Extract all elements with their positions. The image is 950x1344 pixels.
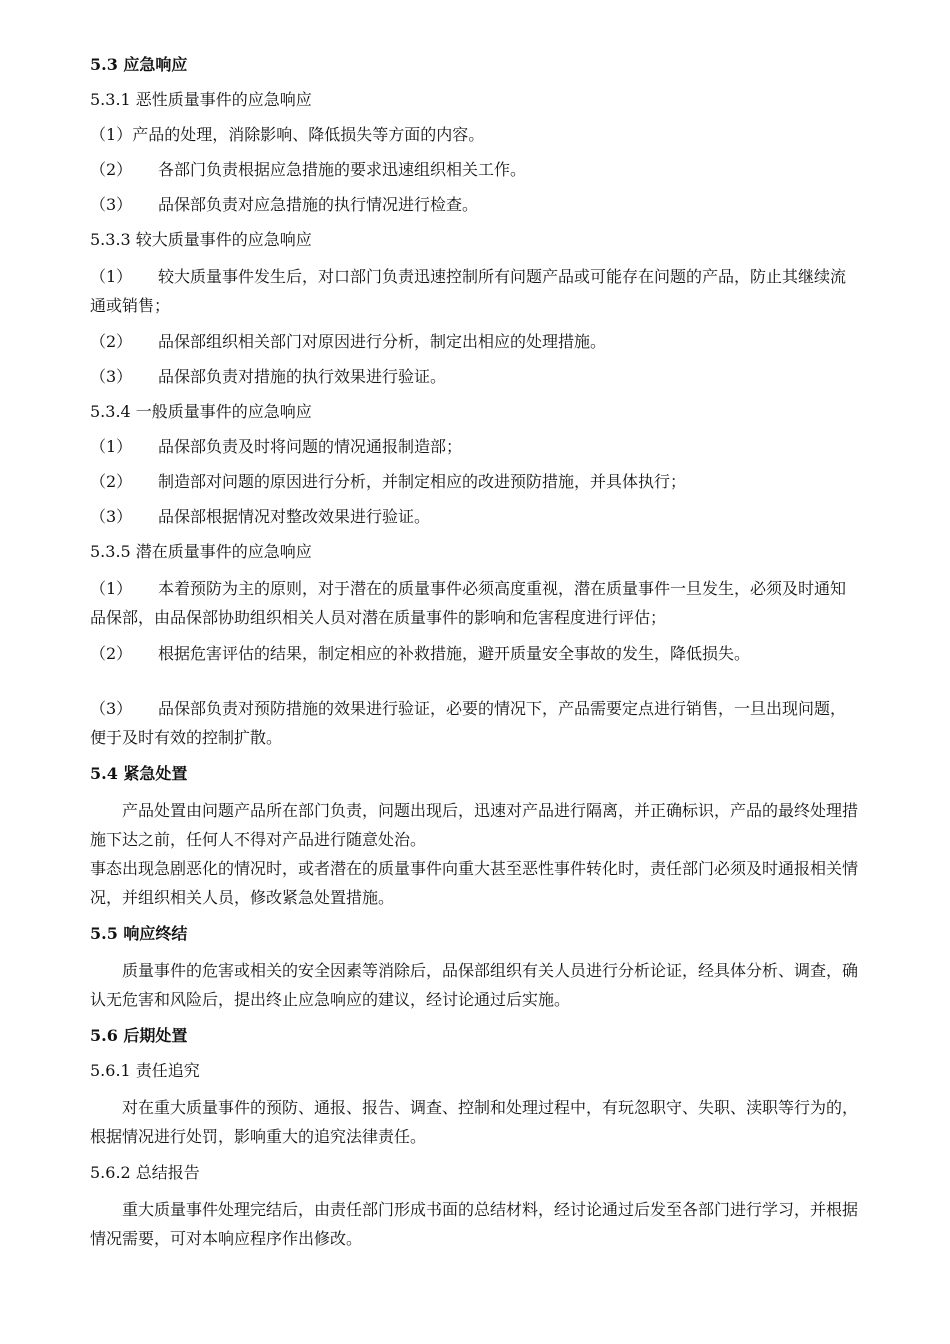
list-item	[90, 574, 860, 632]
item-text: 本着预防为主的原则，对于潜在的质量事件必须高度重视，潜在质量事件一旦发生，必须及时通知品保部，由品保部协助组织相关人员对潜在质量事件的影响和危害程度进行评估；	[90, 579, 847, 627]
item-number: （1）	[90, 437, 133, 456]
paragraph: 对在重大质量事件的预防、通报、报告、调查、控制和处理过程中，有玩忽职守、失职、渎职等行为的，根据情况进行处罚，影响重大的追究法律责任。	[90, 1098, 859, 1146]
list-item	[90, 434, 860, 460]
item-number: （3）	[90, 699, 133, 718]
list-item	[90, 694, 860, 752]
list-item	[90, 262, 860, 320]
subsection-heading-5-6-1: 5.6.1 责任追究	[90, 1061, 200, 1080]
paragraph: 质量事件的危害或相关的安全因素等消除后，品保部组织有关人员进行分析论证，经具体分析、调查，确认无危害和风险后，提出终止应急响应的建议，经讨论通过后实施。	[90, 961, 859, 1009]
item-text: 较大质量事件发生后，对口部门负责迅速控制所有问题产品或可能存在问题的产品，防止其继续流通或销售；	[90, 267, 847, 315]
section-heading-5-6: 5.6 后期处置	[90, 1026, 188, 1045]
list-item	[90, 504, 860, 530]
subsection-heading-5-6-2: 5.6.2 总结报告	[90, 1163, 200, 1182]
item-number: （1）	[90, 267, 133, 286]
item-text: 制造部对问题的原因进行分析，并制定相应的改进预防措施，并具体执行；	[158, 472, 687, 491]
item-text: 品保部负责对应急措施的执行情况进行检查。	[158, 195, 479, 214]
paragraph: 事态出现急剧恶化的情况时，或者潜在的质量事件向重大甚至恶性事件转化时，责任部门必须及时通报相关情况，并组织相关人员，修改紧急处置措施。	[90, 859, 859, 907]
document-page	[90, 52, 860, 1253]
blank-line	[90, 676, 860, 694]
item-text: 品保部负责及时将问题的情况通报制造部；	[158, 437, 463, 456]
list-item	[90, 469, 860, 495]
section-heading-5-3: 5.3 应急响应	[90, 55, 188, 74]
list-item	[90, 364, 860, 390]
item-text: 品保部负责对预防措施的效果进行验证，必要的情况下，产品需要定点进行销售，一旦出现问题，便于及时有效的控制扩散。	[90, 699, 847, 747]
item-text: 品保部组织相关部门对原因进行分析，制定出相应的处理措施。	[158, 332, 607, 351]
item-number: （1）	[90, 579, 133, 598]
section-heading-5-5: 5.5 响应终结	[90, 924, 188, 943]
item-number: （3）	[90, 507, 133, 526]
item-number: （2）	[90, 472, 133, 491]
list-item	[90, 157, 860, 183]
item-number: （3）	[90, 195, 133, 214]
list-item	[90, 329, 860, 355]
item-number: （2）	[90, 332, 133, 351]
item-number: （1）	[90, 125, 133, 144]
subsection-heading-5-3-5: 5.3.5 潜在质量事件的应急响应	[90, 542, 312, 561]
paragraph: 重大质量事件处理完结后，由责任部门形成书面的总结材料，经讨论通过后发至各部门进行学习，并根据情况需要，可对本响应程序作出修改。	[90, 1200, 859, 1248]
item-number: （2）	[90, 644, 133, 663]
item-number: （2）	[90, 160, 133, 179]
item-text: 品保部负责对措施的执行效果进行验证。	[158, 367, 447, 386]
list-item	[90, 641, 860, 667]
item-text: 品保部根据情况对整改效果进行验证。	[158, 507, 431, 526]
item-text: 各部门负责根据应急措施的要求迅速组织相关工作。	[158, 160, 527, 179]
section-heading-5-4: 5.4 紧急处置	[90, 764, 188, 783]
subsection-heading-5-3-4: 5.3.4 一般质量事件的应急响应	[90, 402, 312, 421]
list-item	[90, 192, 860, 218]
item-text: 根据危害评估的结果，制定相应的补救措施，避开质量安全事故的发生，降低损失。	[158, 644, 751, 663]
paragraph: 产品处置由问题产品所在部门负责，问题出现后，迅速对产品进行隔离，并正确标识，产品的最终处理措施下达之前，任何人不得对产品进行随意处治。	[90, 801, 859, 849]
subsection-heading-5-3-1: 5.3.1 恶性质量事件的应急响应	[90, 90, 312, 109]
item-text: 产品的处理，消除影响、降低损失等方面的内容。	[132, 125, 485, 144]
item-number: （3）	[90, 367, 133, 386]
subsection-heading-5-3-3: 5.3.3 较大质量事件的应急响应	[90, 230, 312, 249]
list-item	[90, 122, 860, 148]
